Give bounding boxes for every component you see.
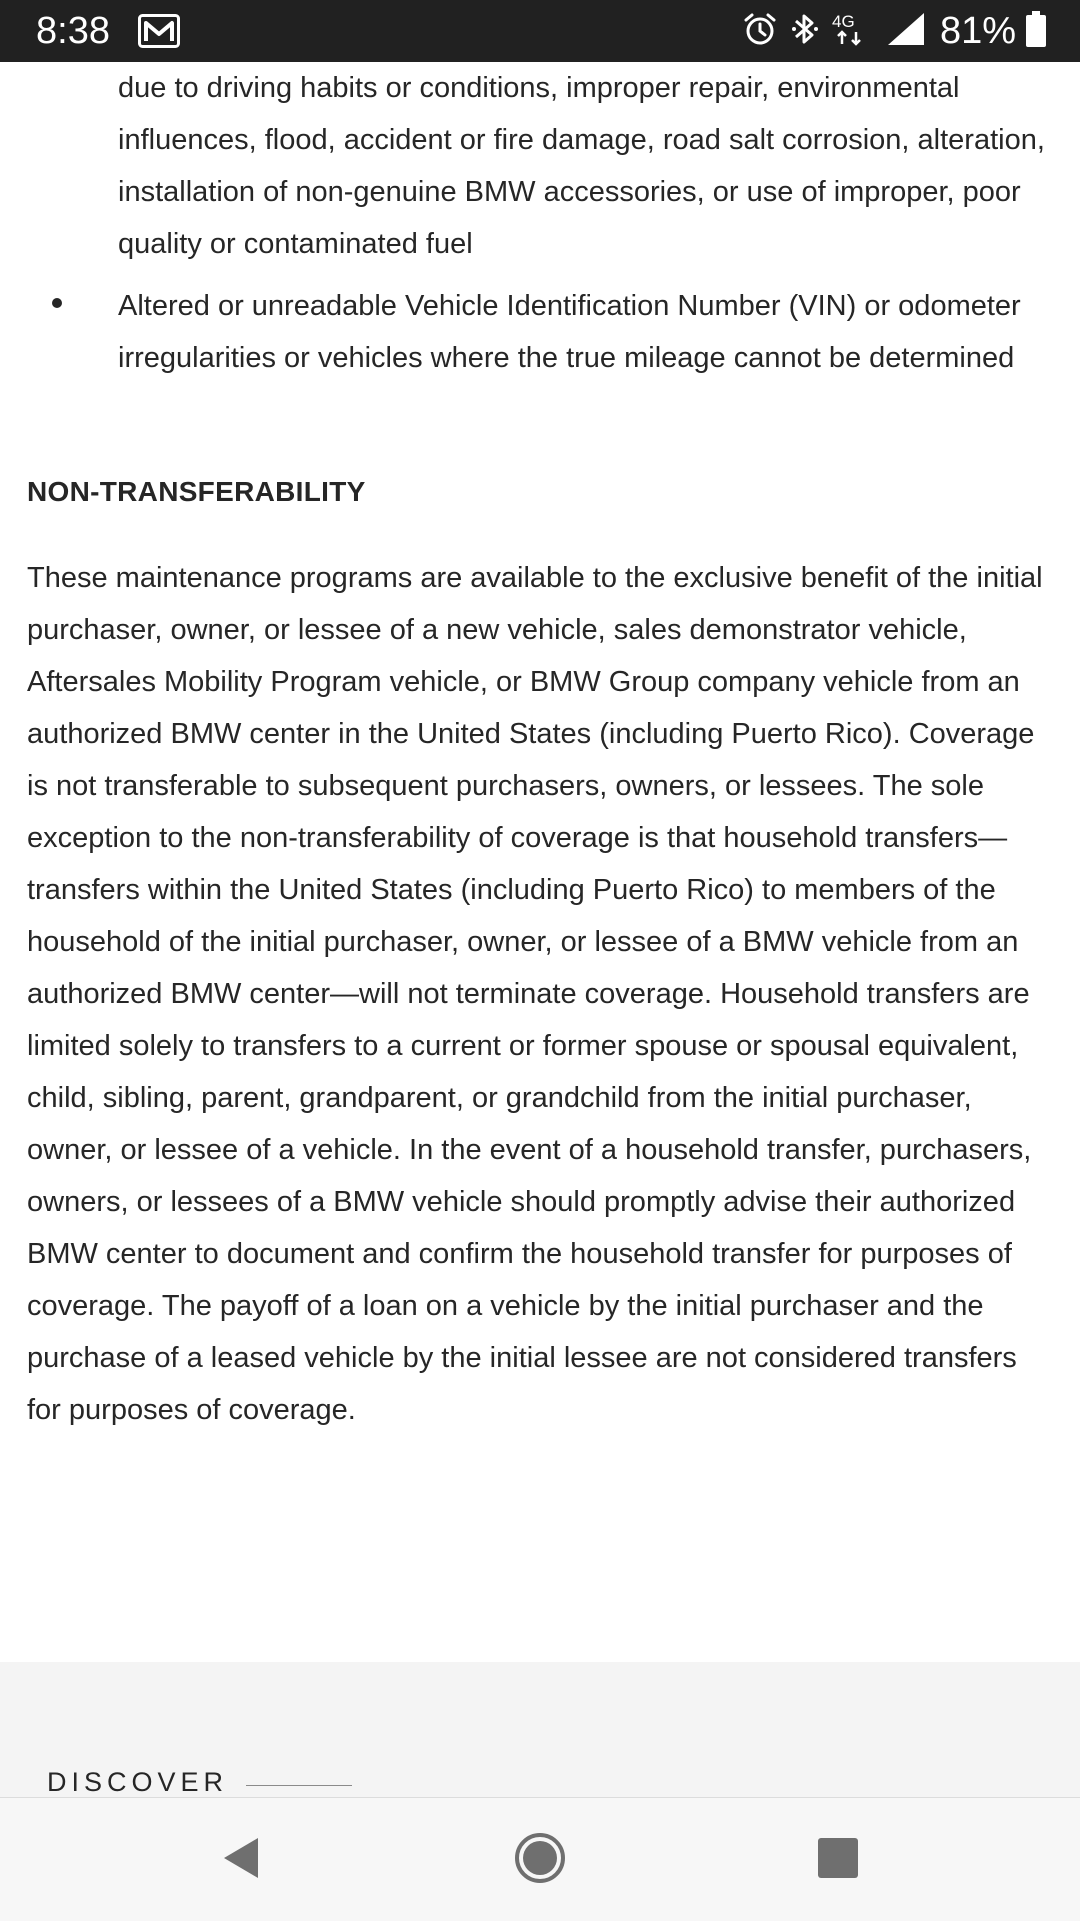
home-button[interactable] (510, 1828, 570, 1888)
list-item-text: Altered or unreadable Vehicle Identification Number (VIN) or odometer irregularities or vehicles where the true mileage cannot be determined (118, 290, 1021, 374)
battery-percent: 81% (939, 10, 1016, 52)
home-icon (514, 1832, 566, 1884)
discover-label[interactable]: DISCOVER (47, 1767, 229, 1797)
page-content (0, 62, 1080, 1662)
recents-icon (816, 1836, 860, 1880)
gmail-icon (138, 14, 180, 48)
body-paragraph: These maintenance programs are available to the exclusive benefit of the initial purchaser, owner, or lessee of a new vehicle, sales demonstrator vehicle, Aftersales Mobility Program vehicle, or BMW Group company vehicle from an authorized BMW center in the United States (including Puerto Rico). Coverage is not transferable to subsequent purchasers, owners, or lessees. The sole exception to the non-transferability of coverage is that household transfers—transfers within the United States (including Puerto Rico) to members of the household of the initial purchaser, owner, or lessee of a BMW vehicle from an authorized BMW center—will not terminate coverage. Household transfers are limited solely to transfers to a current or former spouse or spousal equivalent, child, sibling, parent, grandparent, or grandchild from the initial purchaser, owner, or lessee of a vehicle. In the event of a household transfer, purchasers, owners, or lessees of a BMW vehicle should promptly advise their authorized BMW center to document and confirm the household transfer for purposes of coverage. The payoff of a loan on a vehicle by the initial purchaser and the purchase of a leased vehicle by the initial lessee are not considered transfers for purposes of coverage. (27, 562, 1043, 1426)
status-time: 8:38 (36, 10, 110, 52)
divider-line (246, 1785, 352, 1786)
signal-icon (886, 11, 926, 52)
section-heading: NON-TRANSFERABILITY (27, 476, 366, 507)
status-bar (0, 0, 1080, 62)
status-icons (728, 8, 1046, 54)
back-button[interactable] (210, 1828, 270, 1888)
back-icon (218, 1834, 262, 1882)
system-nav-bar (0, 1797, 1080, 1921)
svg-text:4G: 4G (831, 11, 855, 31)
bullet-icon (52, 298, 62, 308)
recents-button[interactable] (808, 1828, 868, 1888)
list-item-text: due to driving habits or conditions, improper repair, environmental influences, flood, accident or fire damage, road salt corrosion, alteration, installation of non-genuine BMW accessories, or use of improper, poor quality or contaminated fuel (118, 72, 1045, 260)
battery-icon (1026, 11, 1046, 52)
network-4g-icon (832, 10, 872, 53)
bluetooth-icon (792, 11, 818, 52)
alarm-icon (742, 11, 778, 52)
